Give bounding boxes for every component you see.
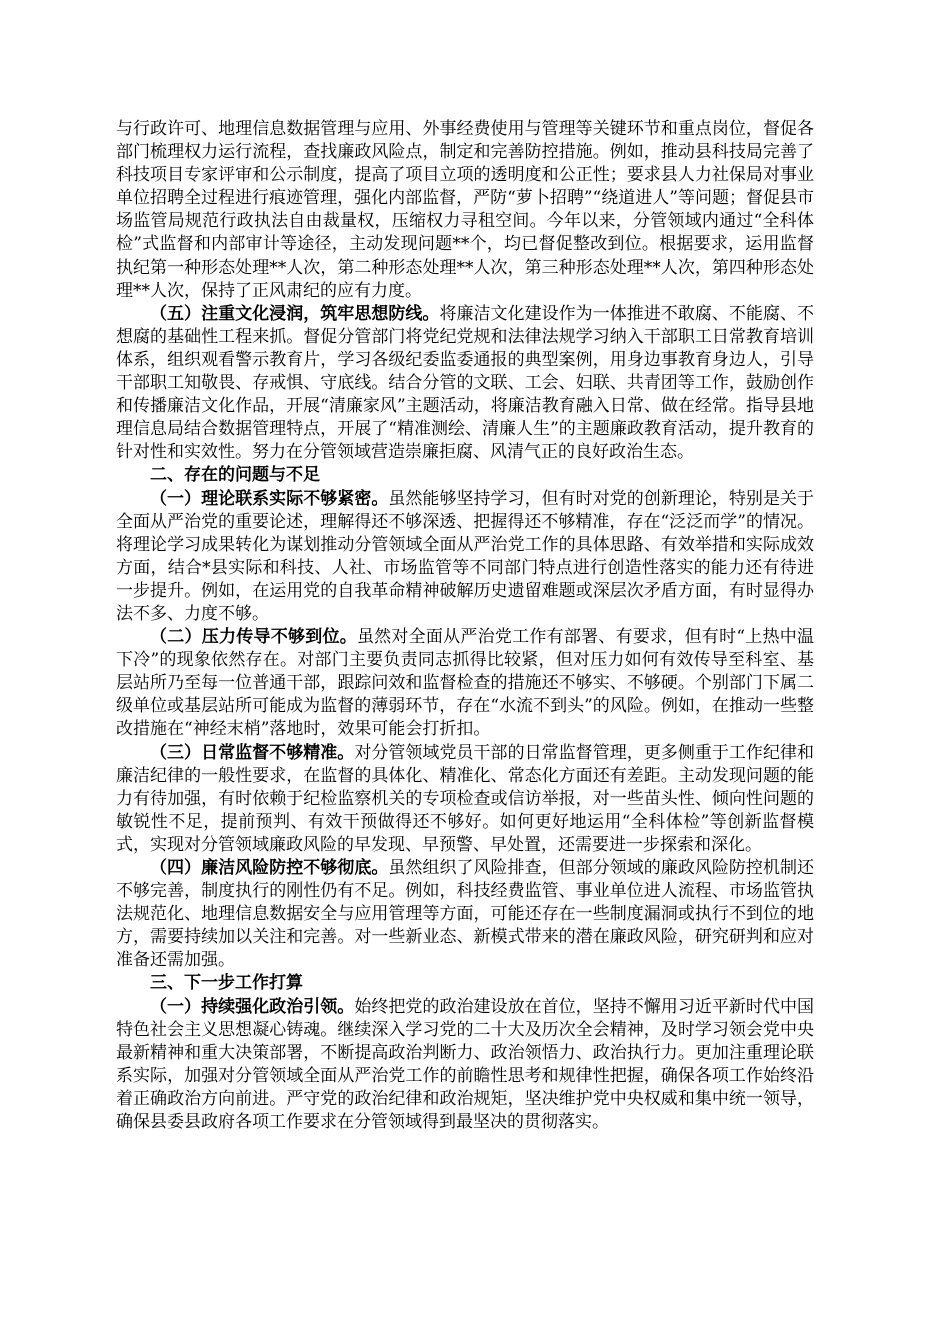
paragraph-text: 虽然能够坚持学习，但有时对党的创新理论，特别是关于全面从严治党的重要论述，理解得还不够深透、把握得还不够精准，存在“泛泛而学”的情况。将理论学习成果转化为谋划推动分管领域全面从严治党工作的具体思路、有效举措和实际成效方面，结合*县实际和科技、人社、市场监管等不同部门特点进行创造性落实的能力还有待进一步提升。例如，在运用党的自我革命精神破解历史遗留难题或深层次矛盾方面，有时显得办法不多、力度不够。 — [116, 488, 815, 624]
paragraph-supervision — [116, 742, 814, 857]
paragraph-text: 将廉洁文化建设作为一体推进不敢腐、不能腐、不想腐的基础性工程来抓。督促分管部门将党纪党规和法律法规学习纳入干部职工日常教育培训体系，组织观看警示教育片，学习各级纪委监委通报的典型案例，用身边事教育身边人，引导干部职工知敬畏、存戒惧、守底线。结合分管的文联、工会、妇联、共青团等工作，鼓励创作和传播廉洁文化作品，开展“清廉家风”主题活动，将廉洁教育融入日常、做在经常。指导县地理信息局结合数据管理特点，开展了“精准测绘、清廉人生”的主题廉政教育活动，提升教育的针对性和实效性。努力在分管领域营造崇廉拒腐、风清气正的良好政治生态。 — [116, 303, 815, 463]
paragraph-political — [116, 996, 814, 1135]
paragraph-continued — [116, 118, 814, 303]
paragraph-lead: （一）理论联系实际不够紧密。 — [150, 488, 389, 509]
paragraph-text: 虽然对全面从严治党工作有部署、有要求，但有时“上热中温下冷”的现象依然存在。对部门主要负责同志抓得比较紧，但对压力如何有效传导至科室、基层站所乃至每一位普通干部，跟踪问效和监督检查的措施还不够实、不够硬。个别部门下属二级单位或基层站所可能成为监督的薄弱环节，存在“水流不到头”的风险。例如，在推动一些整改措施在“神经末梢”落地时，效果可能会打折扣。 — [116, 627, 814, 740]
paragraph-lead: （五）注重文化浸润，筑牢思想防线。 — [150, 303, 440, 324]
paragraph-pressure — [116, 626, 814, 741]
section-heading-problems: 二、存在的问题与不足 — [150, 465, 320, 486]
paragraph-risk — [116, 857, 814, 972]
section-heading-next-steps: 三、下一步工作打算 — [150, 973, 303, 994]
paragraph-lead: （一）持续强化政治引领。 — [150, 996, 355, 1017]
paragraph-theory — [116, 488, 814, 627]
paragraph-lead: （三）日常监督不够精准。 — [150, 742, 355, 763]
paragraph-text: 对分管领域党员干部的日常监督管理，更多侧重于工作纪律和廉洁纪律的一般性要求，在监督的具体化、精准化、常态化方面还有差距。主动发现问题的能力有待加强，有时依赖于纪检监察机关的专项检查或信访举报，对一些苗头性、倾向性问题的敏锐性不足，提前预判、有效干预做得还不够好。如何更好地运用“全科体检”等创新监督模式，实现对分管领域廉政风险的早发现、早预警、早处置，还需要进一步探索和深化。 — [116, 742, 815, 855]
paragraph-text: 与行政许可、地理信息数据管理与应用、外事经费使用与管理等关键环节和重点岗位，督促各部门梳理权力运行流程，查找廉政风险点，制定和完善防控措施。例如，推动县科技局完善了科技项目专家评审和公示制度，提高了项目立项的透明度和公正性；要求县人力社保局对事业单位招聘全过程进行痕迹管理，强化内部监督，严防“萝卜招聘”“绕道进人”等问题；督促县市场监管局规范行政执法自由裁量权，压缩权力寻租空间。今年以来，分管领域内通过“全科体检”式监督和内部审计等途径，主动发现问题**个，均已督促整改到位。根据要求，运用监督执纪第一种形态处理**人次，第二种形态处理**人次，第三种形态处理**人次，第四种形态处理**人次，保持了正风肃纪的应有力度。 — [116, 119, 814, 301]
paragraph-text: 始终把党的政治建设放在首位，坚持不懈用习近平新时代中国特色社会主义思想凝心铸魂。继续深入学习党的二十大及历次全会精神，及时学习领会党中央最新精神和重大决策部署，不断提高政治判断力、政治领悟力、政治执行力。更加注重理论联系实际，加强对分管领域全面从严治党工作的前瞻性思考和规律性把握，确保各项工作始终沿着正确政治方向前进。严守党的政治纪律和政治规矩，坚决维护党中央权威和集中统一领导，确保县委县政府各项工作要求在分管领域得到最坚决的贯彻落实。 — [116, 996, 815, 1133]
paragraph-culture — [116, 303, 814, 465]
paragraph-lead: （四）廉洁风险防控不够彻底。 — [150, 858, 389, 878]
paragraph-text: 虽然组织了风险排查，但部分领域的廉政风险防控机制还不够完善，制度执行的刚性仍有不足。例如，科技经费监管、事业单位进人流程、市场监管执法规范化、地理信息数据安全与应用管理等方面，可能还存在一些制度漏洞或执行不到位的地方，需要持续加以关注和完善。对一些新业态、新模式带来的潜在廉政风险，研究研判和应对准备还需加强。 — [116, 858, 815, 971]
paragraph-lead: （二）压力传导不够到位。 — [150, 627, 357, 648]
